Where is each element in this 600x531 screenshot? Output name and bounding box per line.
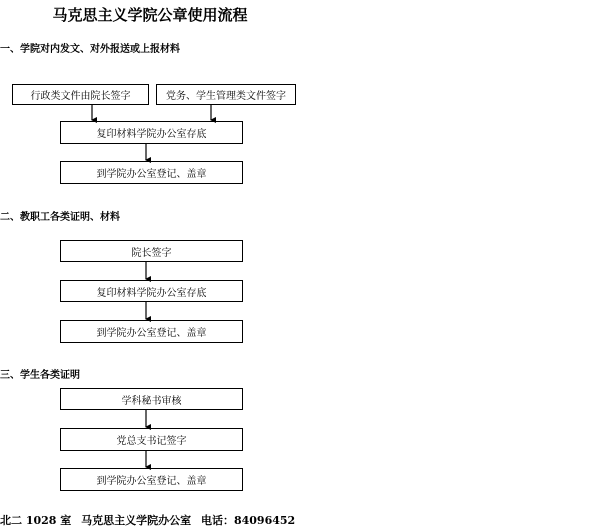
box-register-stamp-1: 到学院办公室登记、盖章 — [60, 161, 243, 184]
box-party-sign: 党务、学生管理类文件签字 — [156, 84, 296, 105]
footer-room: 北二 1028 室 — [0, 514, 72, 527]
box-copy-archive-2: 复印材料学院办公室存底 — [60, 280, 243, 302]
page-title: 马克思主义学院公章使用流程 — [52, 6, 248, 24]
box-secretary-review: 学科秘书审核 — [60, 388, 243, 410]
box-copy-archive-1: 复印材料学院办公室存底 — [60, 121, 243, 144]
box-register-stamp-3: 到学院办公室登记、盖章 — [60, 468, 243, 491]
box-admin-sign: 行政类文件由院长签字 — [12, 84, 149, 105]
section-2-heading: 二、教职工各类证明、材料 — [0, 212, 120, 223]
section-1-heading: 一、学院对内发文、对外报送或上报材料 — [0, 44, 180, 55]
box-party-secretary-sign: 党总支书记签字 — [60, 428, 243, 451]
footer — [0, 512, 301, 528]
box-dean-sign: 院长签字 — [60, 240, 243, 262]
footer-phone: 电话：84096452 — [200, 514, 296, 527]
box-register-stamp-2: 到学院办公室登记、盖章 — [60, 320, 243, 343]
section-3-heading: 三、学生各类证明 — [0, 370, 80, 381]
footer-office: 马克思主义学院办公室 — [81, 514, 192, 527]
